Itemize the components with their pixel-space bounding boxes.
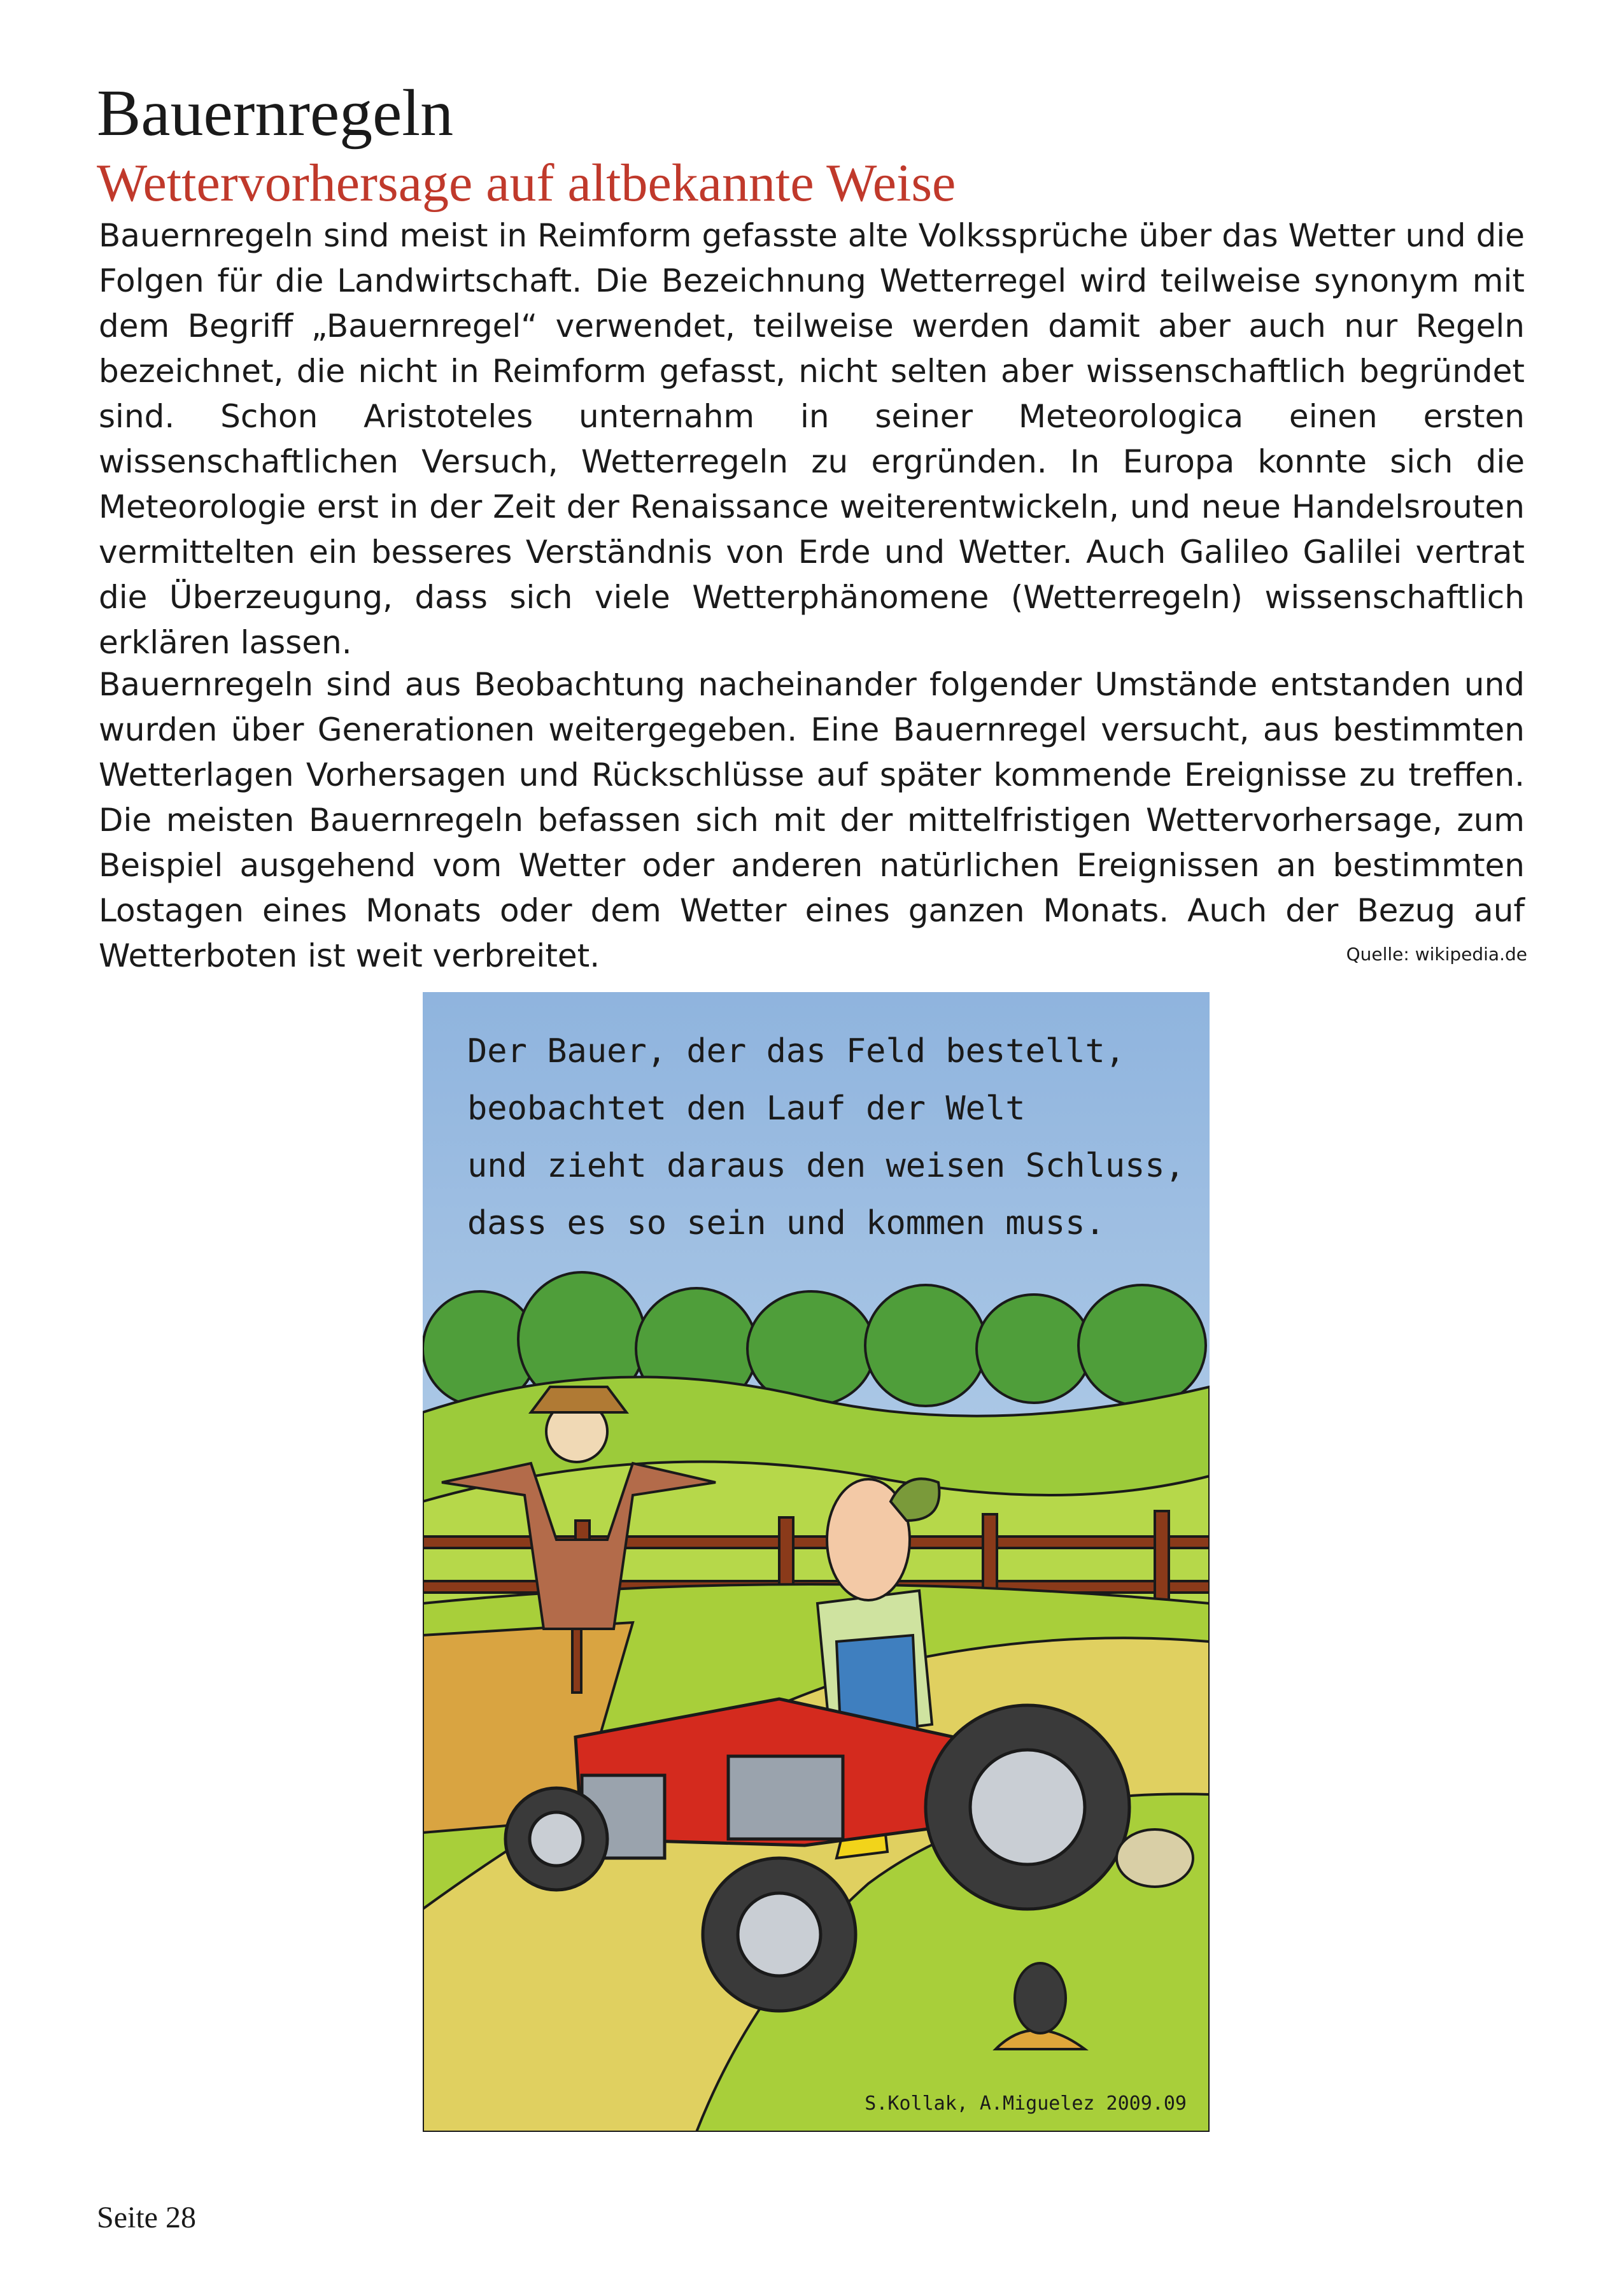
second-paragraph: Bauernregeln sind aus Beobachtung nacheinander folgender Umstände entstanden und wurden über Generationen weitergegeben. Eine Bauernregel versucht, aus bestimmten Wetterlagen Vorhersagen und Rückschlüsse auf später kommende Ereignisse zu treffen. Die meisten Bauernregeln befassen sich mit der mittelfristigen Wettervorhersage, zum Beispiel ausgehend vom Wetter oder anderen natürlichen Ereignissen an bestimmten Lostagen eines Monats oder dem Wetter eines ganzen Monats. Auch der Bezug auf Wetterboten ist weit verbreitet. xyxy=(99,666,1525,974)
verse-line-4: dass es so sein und kommen muss. xyxy=(467,1204,1105,1242)
page-title: Bauernregeln xyxy=(97,76,454,150)
page-number: Seite 28 xyxy=(97,2201,196,2234)
verse-line-1: Der Bauer, der das Feld bestellt, xyxy=(467,1032,1126,1070)
farmer-cartoon xyxy=(423,992,1210,2132)
source-credit: Quelle: wikipedia.de xyxy=(1346,944,1527,965)
cartoon-illustration xyxy=(423,992,1210,2132)
rock xyxy=(1117,1829,1193,1887)
verse-line-2: beobachtet den Lauf der Welt xyxy=(467,1090,1026,1128)
page-subtitle: Wettervorhersage auf altbekannte Weise xyxy=(97,153,956,213)
verse-line-3: und zieht daraus den weisen Schluss, xyxy=(467,1147,1185,1185)
cartoon-signature: S.Kollak, A.Miguelez 2009.09 xyxy=(865,2092,1187,2115)
intro-paragraph: Bauernregeln sind meist in Reimform gefasste alte Volkssprüche über das Wetter und die Folgen für die Landwirtschaft. Die Bezeichnung Wetterregel wird teilweise synonym mit dem Begriff „Bauernregel“ verwendet, teilweise werden damit aber auch nur Regeln bezeichnet, die nicht in Reimform gefasst, nicht selten aber wissenschaftlich begründet sind. Schon Aristoteles unternahm in seiner Meteorologica einen ersten wissenschaftlichen Versuch, Wetterregeln zu ergründen. In Europa konnte sich die Meteorologie erst in der Zeit der Renaissance weiterentwickeln, und neue Handelsrouten vermittelten ein besseres Verständnis von Erde und Wetter. Auch Galileo Galilei vertrat die Überzeugung, dass sich viele Wetterphänomene (Wetterregeln) wissenschaftlich erklären lassen. xyxy=(99,217,1525,661)
